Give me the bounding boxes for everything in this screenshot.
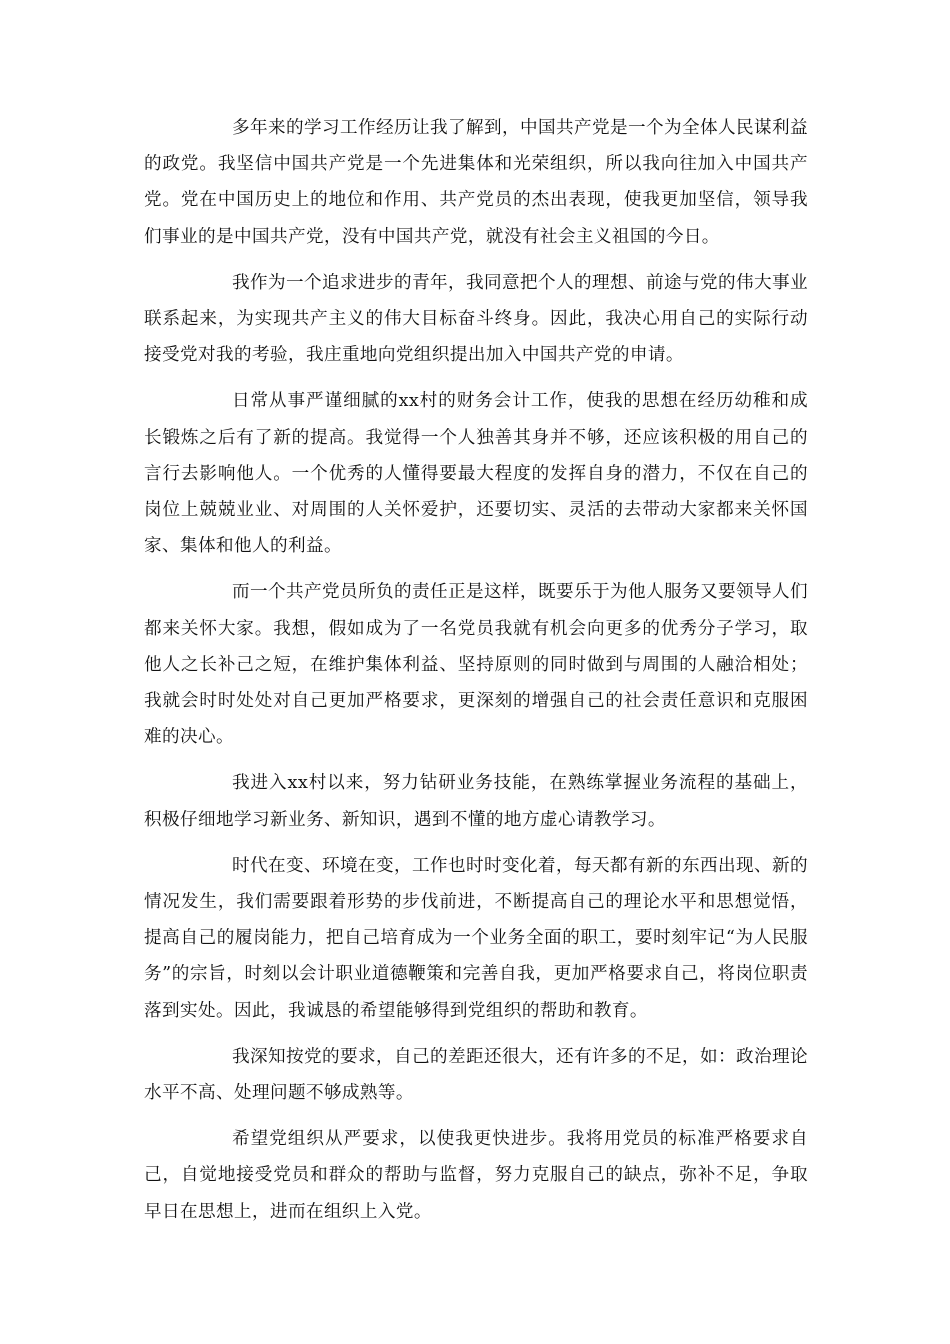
paragraph-2: 我作为一个追求进步的青年，我同意把个人的理想、前途与党的伟大事业联系起来，为实现共产主义的伟大目标奋斗终身。因此，我决心用自己的实际行动接受党对我的考验，我庄重地向党组织提出加入中国共产党的申请。 (144, 272, 808, 366)
paragraph-3: 日常从事严谨细腻的xx村的财务会计工作，使我的思想在经历幼稚和成长锻炼之后有了新的提高。我觉得一个人独善其身并不够，还应该积极的用自己的言行去影响他人。一个优秀的人懂得要最大程度的发挥自身的潜力，不仅在自己的岗位上兢兢业业、对周围的人关怀爱护，还要切实、灵活的去带动大家都来关怀国家、集体和他人的利益。 (144, 391, 808, 557)
paragraph-1: 多年来的学习工作经历让我了解到，中国共产党是一个为全体人民谋利益的政党。我坚信中国共产党是一个先进集体和光荣组织，所以我向往加入中国共产党。党在中国历史上的地位和作用、共产党员的杰出表现，使我更加坚信，领导我们事业的是中国共产党，没有中国共产党，就没有社会主义祖国的今日。 (144, 118, 808, 247)
paragraph-6: 时代在变、环境在变，工作也时时变化着，每天都有新的东西出现、新的情况发生，我们需要跟着形势的步伐前进，不断提高自己的理论水平和思想觉悟，提高自己的履岗能力，把自己培育成为一个业务全面的职工，要时刻牢记“为人民服务”的宗旨，时刻以会计职业道德鞭策和完善自我，更加严格要求自己，将岗位职责落到实处。因此，我诚恳的希望能够得到党组织的帮助和教育。 (144, 855, 808, 1021)
paragraph-7: 我深知按党的要求，自己的差距还很大，还有许多的不足，如：政治理论水平不高、处理问题不够成熟等。 (144, 1046, 808, 1104)
paragraph-8: 希望党组织从严要求，以使我更快进步。我将用党员的标准严格要求自己，自觉地接受党员和群众的帮助与监督，努力克服自己的缺点，弥补不足，争取早日在思想上，进而在组织上入党。 (144, 1129, 808, 1222)
document-body (144, 110, 808, 1240)
paragraph-5: 我进入xx村以来，努力钻研业务技能，在熟练掌握业务流程的基础上，积极仔细地学习新业务、新知识，遇到不懂的地方虚心请教学习。 (144, 773, 808, 830)
paragraph-4: 而一个共产党员所负的责任正是这样，既要乐于为他人服务又要领导人们都来关怀大家。我想，假如成为了一名党员我就有机会向更多的优秀分子学习，取他人之长补己之短，在维护集体利益、坚持原则的同时做到与周围的人融洽相处；我就会时时处处对自己更加严格要求，更深刻的增强自己的社会责任意识和克服困难的决心。 (144, 582, 808, 748)
